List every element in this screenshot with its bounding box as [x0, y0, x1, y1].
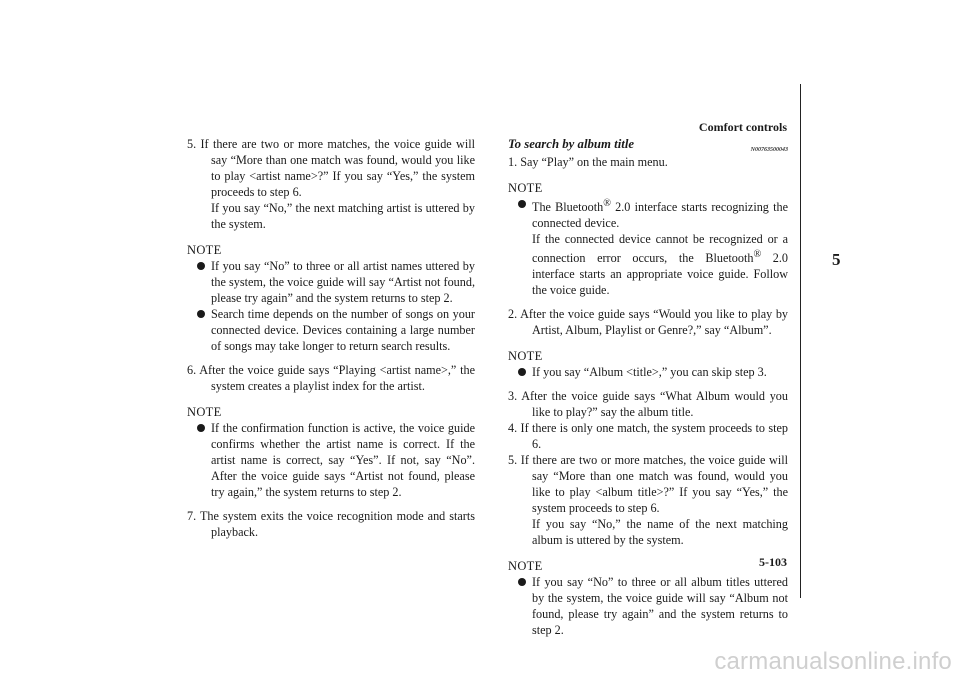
note-label: NOTE — [508, 559, 543, 574]
step-item — [187, 508, 475, 540]
step-continuation: If you say “No,” the next matching artist is uttered by the system. — [211, 201, 475, 231]
section-reference-code: N00763500043 — [750, 147, 788, 153]
step-number: 6. — [187, 363, 197, 377]
step-number: 5. — [508, 453, 518, 468]
note-bullet — [508, 574, 788, 638]
note-bullet — [508, 196, 788, 298]
note-bullet — [187, 306, 475, 354]
step-item — [508, 420, 788, 452]
bullet-icon — [197, 424, 205, 432]
section-title — [508, 136, 788, 152]
note-bullet — [187, 420, 475, 500]
step-number: 1. — [508, 155, 518, 169]
step-number: 3. — [508, 389, 518, 404]
left-column — [187, 136, 475, 540]
note-text: If you say “No” to three or all album titles uttered by the system, the voice guide will say “Album not found, please try again” and the system returns to step 2. — [532, 575, 788, 638]
note-bullet — [187, 258, 475, 306]
step-text: Say “Play” on the main menu. — [520, 155, 668, 169]
bullet-icon — [197, 310, 205, 318]
bullet-icon — [197, 262, 205, 270]
step-item — [508, 154, 788, 170]
step-number: 4. — [508, 421, 518, 436]
step-continuation: If you say “No,” the name of the next matching album is uttered by the system. — [532, 517, 788, 548]
chapter-number: 5 — [832, 250, 841, 269]
bullet-icon — [518, 368, 526, 376]
note-text: 2.0 interface starts an appropriate voice guide. Follow the voice guide. — [532, 251, 789, 298]
watermark: carmanualsonline.info — [714, 648, 952, 675]
running-header: Comfort controls — [698, 120, 787, 134]
step-item — [187, 136, 475, 232]
step-text: If there are two or more matches, the voice guide will say “More than one match was found, would you like to play <album title>?” If you say “Yes,” the system proceeds to step 6. — [520, 453, 789, 516]
section-title-text: To search by album title — [508, 137, 635, 151]
step-item — [187, 362, 475, 394]
page-number: 5-103 — [759, 555, 787, 569]
note-bullet — [508, 364, 788, 380]
step-text: After the voice guide says “Playing <artist name>,” the system creates a playlist index for the artist. — [199, 363, 475, 393]
bullet-icon — [518, 578, 526, 586]
note-label: NOTE — [187, 243, 222, 257]
registered-mark: ® — [603, 198, 611, 209]
step-text: The system exits the voice recognition mode and starts playback. — [199, 509, 475, 539]
note-label: NOTE — [187, 405, 222, 419]
note-text: If you say “No” to three or all artist names uttered by the system, the voice guide will say “Artist not found, please try again” and the system returns to step 2. — [211, 259, 475, 305]
step-text: If there are two or more matches, the voice guide will say “More than one match was found, would you like to play <artist name>?” If you say “Yes,” the system proceeds to step 6. — [200, 137, 476, 199]
bullet-icon — [518, 200, 526, 208]
note-label: NOTE — [508, 349, 543, 364]
step-text: If there is only one match, the system proceeds to step 6. — [520, 421, 788, 452]
note-text: 2.0 interface starts recognizing the connected device. — [532, 200, 788, 231]
step-number: 7. — [187, 509, 197, 523]
step-number: 2. — [508, 307, 518, 322]
step-item — [508, 452, 788, 548]
step-text: After the voice guide says “What Album would you like to play?” say the album title. — [521, 389, 788, 420]
step-item — [508, 306, 788, 338]
registered-mark: ® — [753, 249, 762, 261]
step-number: 5. — [187, 137, 197, 151]
right-column — [508, 136, 788, 638]
step-item — [508, 388, 788, 420]
note-text: The Bluetooth — [532, 200, 604, 215]
note-text: If the confirmation function is active, the voice guide confirms whether the artist name is correct. If the artist name is correct, say “Yes”. If not, say “No”. After the voice guide says “Artist not found, please try again,” the system returns to step 2. — [211, 421, 475, 499]
note-text: If you say “Album <title>,” you can skip step 3. — [532, 365, 767, 380]
step-text: After the voice guide says “Would you like to play by Artist, Album, Playlist or Genre?,” say “Album”. — [520, 307, 789, 338]
note-text: Search time depends on the number of songs on your connected device. Devices containing a large number of songs may take longer to return search results. — [211, 307, 475, 353]
note-label: NOTE — [508, 181, 543, 195]
note-text: If the connected device cannot be recognized or a connection error occurs, the Bluetooth — [532, 232, 788, 266]
chapter-tab — [800, 84, 853, 598]
